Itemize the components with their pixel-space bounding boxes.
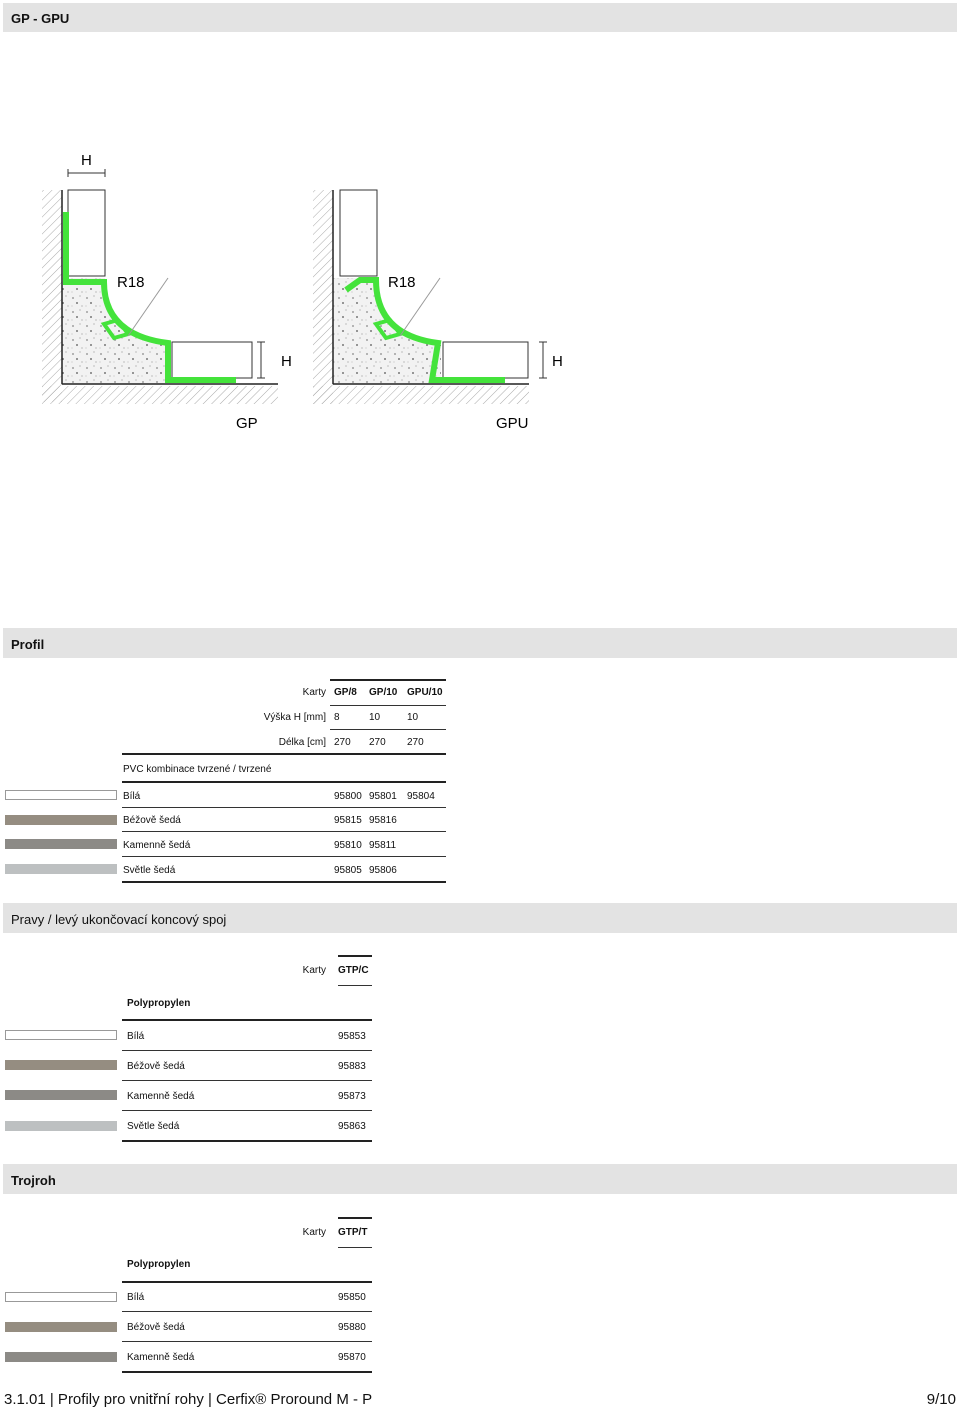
length-gpu10: 270 — [407, 737, 424, 748]
table-rule — [122, 1140, 372, 1142]
table-rule — [122, 781, 446, 783]
item-code: 95863 — [338, 1121, 366, 1132]
item-name: Světle šedá — [127, 1121, 180, 1132]
col-gp8: GP/8 — [334, 687, 357, 698]
gpu-detail — [313, 190, 563, 432]
item-code: 95805 — [334, 865, 362, 876]
color-swatch — [5, 1090, 117, 1100]
item-name: Světle šedá — [123, 865, 176, 876]
label-h-top: H — [81, 152, 92, 169]
item-code: 95870 — [338, 1352, 366, 1363]
col-gtpt: GTP/T — [338, 1227, 368, 1238]
item-name: Bílá — [127, 1031, 145, 1042]
table-rule — [338, 985, 372, 986]
height-gp10: 10 — [369, 712, 381, 723]
item-code: 95873 — [338, 1091, 366, 1102]
item-name: Kamenně šedá — [127, 1091, 195, 1102]
table-rule — [122, 1019, 372, 1021]
item-code: 95883 — [338, 1061, 366, 1072]
item-name: Bílá — [123, 791, 141, 802]
title-band — [3, 3, 957, 32]
col-gpu10: GPU/10 — [407, 687, 443, 698]
length-gp8: 270 — [334, 737, 351, 748]
item-code: 95800 — [334, 791, 362, 802]
page-number: 9/10 — [926, 1391, 956, 1408]
table-rule — [338, 955, 372, 957]
table-rule — [122, 753, 446, 755]
item-name: Béžově šedá — [127, 1322, 185, 1333]
color-swatch — [5, 1292, 117, 1302]
table-rule — [122, 831, 446, 832]
item-name: Kamenně šedá — [123, 840, 191, 851]
table-rule — [122, 881, 446, 883]
col-gtpc: GTP/C — [338, 965, 369, 976]
table-rule — [122, 1341, 372, 1342]
page-footer — [4, 1391, 956, 1408]
item-code: 95811 — [369, 840, 397, 851]
table-rule — [330, 679, 446, 681]
label-r18-gpu: R18 — [388, 274, 416, 291]
page-title: GP - GPU — [11, 11, 70, 26]
karty-label: Karty — [302, 1227, 326, 1238]
item-name: Béžově šedá — [127, 1061, 185, 1072]
gp-detail — [42, 190, 292, 432]
color-swatch — [5, 864, 117, 874]
color-swatch — [5, 790, 117, 800]
table-rule — [122, 1080, 372, 1081]
table-rule — [122, 856, 446, 857]
height-gp8: 8 — [334, 712, 340, 723]
section-profil-band — [3, 628, 957, 658]
color-swatch — [5, 1352, 117, 1362]
row-label-height: Výška H [mm] — [263, 712, 326, 723]
table-rule — [122, 1281, 372, 1283]
section-trojroh-title: Trojroh — [11, 1173, 56, 1188]
item-name: Kamenně šedá — [127, 1352, 195, 1363]
length-gp10: 270 — [369, 737, 386, 748]
row-label-length: Délka [cm] — [278, 737, 326, 748]
color-swatch — [5, 1322, 117, 1332]
height-gpu10: 10 — [407, 712, 419, 723]
section-endcap-title: Pravy / levý ukončovací koncový spoj — [11, 912, 227, 927]
item-code: 95850 — [338, 1292, 366, 1303]
material-group: Polypropylen — [127, 998, 191, 1009]
item-code: 95816 — [369, 815, 397, 826]
label-gp: GP — [236, 415, 258, 432]
item-code: 95880 — [338, 1322, 366, 1333]
color-swatch — [5, 1060, 117, 1070]
table-rule — [122, 1110, 372, 1111]
table-rule — [122, 1371, 372, 1373]
color-swatch — [5, 1030, 117, 1040]
item-code: 95810 — [334, 840, 362, 851]
col-gp10: GP/10 — [369, 687, 398, 698]
color-swatch — [5, 839, 117, 849]
karty-label: Karty — [302, 687, 326, 698]
item-name: Béžově šedá — [123, 815, 181, 826]
table-rule — [122, 1311, 372, 1312]
label-h-gp: H — [281, 353, 292, 370]
table-rule — [330, 729, 446, 730]
karty-label: Karty — [302, 965, 326, 976]
section-trojroh-band — [3, 1164, 957, 1194]
item-name: Bílá — [127, 1292, 145, 1303]
table-rule — [330, 705, 446, 706]
item-code: 95804 — [407, 791, 435, 802]
item-code: 95815 — [334, 815, 362, 826]
table-rule — [338, 1217, 372, 1219]
label-r18-gp: R18 — [117, 274, 145, 291]
color-swatch — [5, 1121, 117, 1131]
material-group: PVC kombinace tvrzené / tvrzené — [123, 764, 272, 775]
section-profil-title: Profil — [11, 637, 45, 652]
material-group: Polypropylen — [127, 1259, 191, 1270]
label-h-gpu: H — [552, 353, 563, 370]
technical-drawing — [0, 140, 600, 440]
dimension-h-top — [68, 152, 105, 177]
label-gpu: GPU — [496, 415, 529, 432]
color-swatch — [5, 815, 117, 825]
table-rule — [338, 1247, 372, 1248]
item-code: 95853 — [338, 1031, 366, 1042]
section-endcap-band — [3, 903, 957, 933]
table-rule — [122, 807, 446, 808]
item-code: 95806 — [369, 865, 397, 876]
table-rule — [122, 1050, 372, 1051]
item-code: 95801 — [369, 791, 397, 802]
footer-text: 3.1.01 | Profily pro vnitřní rohy | Cerfix® Proround M - P — [4, 1391, 373, 1408]
